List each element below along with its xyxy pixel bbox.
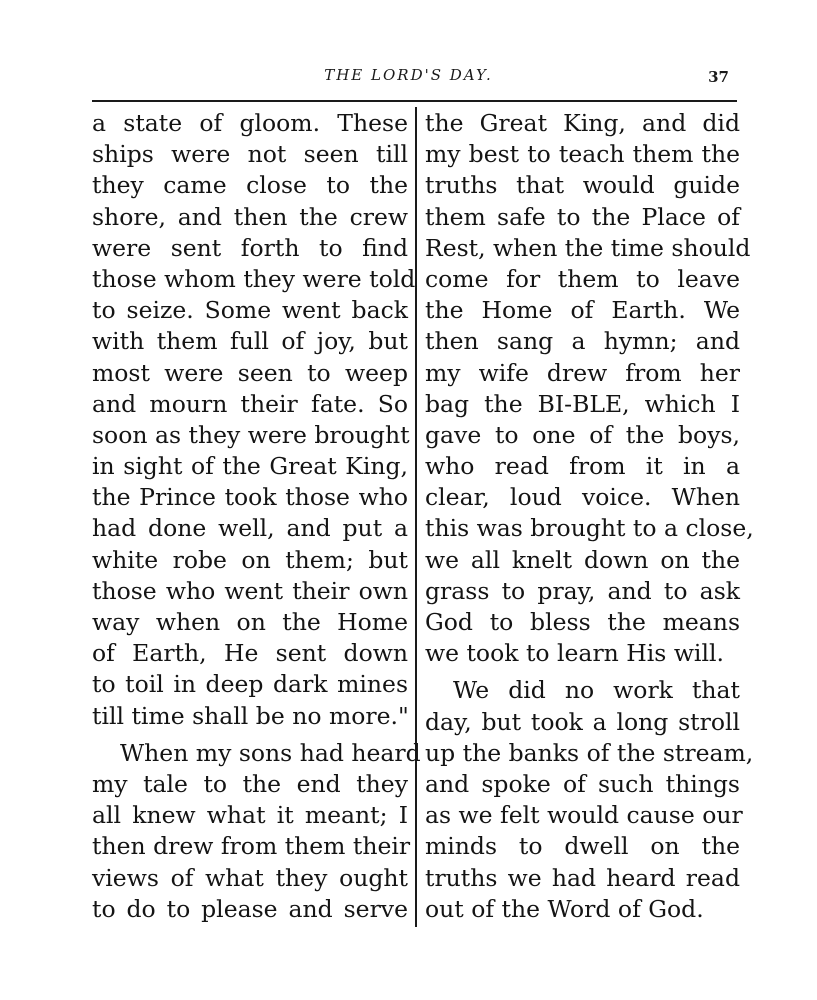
text-line: of Earth, He sent down [92, 639, 408, 668]
text-line: to toil in deep dark mines [92, 670, 408, 699]
text-line: clear, loud voice. When [425, 483, 740, 512]
text-line: white robe on them; but [92, 545, 408, 574]
text-line: them safe to the Place of [425, 202, 740, 231]
text-line: ships were not seen till [92, 140, 408, 169]
text-line: We did no work that [453, 676, 740, 705]
column-divider [415, 107, 417, 927]
text-line: and spoke of such things [425, 769, 740, 798]
text-line: had done well, and put a [92, 514, 408, 543]
header-title: THE LORD'S DAY. [324, 66, 493, 84]
text-line: gave to one of the boys, [425, 420, 740, 449]
text-line: then sang a hymn; and [425, 327, 740, 356]
text-line: who read from it in a [425, 452, 740, 481]
text-line: and mourn their fate. So [92, 389, 408, 418]
text-line: Rest, when the time should [425, 233, 751, 262]
text-line: then drew from them their [92, 832, 411, 861]
text-line: views of what they ought [92, 863, 408, 892]
text-line: grass to pray, and to ask [425, 576, 740, 605]
text-line: my tale to the end they [92, 769, 408, 798]
text-line: we took to learn His will. [425, 639, 724, 668]
text-line: my best to teach them the [425, 140, 740, 169]
text-line: a state of gloom. These [92, 109, 408, 137]
text-line: shore, and then the crew [92, 202, 408, 231]
text-line: this was brought to a close, [425, 514, 754, 543]
text-line: truths we had heard read [425, 863, 740, 892]
text-line: in sight of the Great King, [92, 452, 408, 481]
text-line: most were seen to weep [92, 358, 408, 387]
page-number: 37 [708, 68, 729, 86]
text-line: minds to dwell on the [425, 832, 740, 861]
text-line: to do to please and serve [92, 894, 408, 923]
text-line: soon as they were brought [92, 420, 410, 449]
text-line: they came close to the [92, 171, 408, 200]
text-line: When my sons had heard [120, 738, 421, 767]
right-column [425, 108, 754, 925]
text-line: the Great King, and did [425, 109, 740, 137]
text-line: with them full of joy, but [92, 327, 408, 356]
text-line: my wife drew from her [425, 358, 740, 387]
text-line: the Home of Earth. We [425, 296, 740, 325]
text-line: were sent forth to find [92, 233, 408, 262]
text-line: we all knelt down on the [425, 545, 740, 574]
text-line: out of the Word of God. [425, 894, 704, 923]
text-line: bag the BI-BLE, which I [425, 389, 740, 418]
text-line: day, but took a long stroll [425, 707, 740, 736]
text-line: as we felt would cause our [425, 801, 743, 830]
left-column [92, 108, 421, 925]
text-line: the Prince took those who [92, 483, 408, 512]
text-line: way when on the Home [92, 608, 408, 636]
text-line: God to bless the means [425, 608, 740, 636]
text-line: come for them to leave [425, 264, 740, 293]
text-line: all knew what it meant; I [92, 801, 408, 830]
text-line: up the banks of the stream, [425, 738, 754, 767]
text-line: to seize. Some went back [92, 296, 408, 325]
header-rule [92, 100, 737, 102]
text-line: those whom they were told [92, 264, 416, 293]
text-line: truths that would guide [425, 171, 740, 200]
text-line: those who went their own [92, 576, 408, 605]
text-line: till time shall be no more." [92, 701, 409, 730]
